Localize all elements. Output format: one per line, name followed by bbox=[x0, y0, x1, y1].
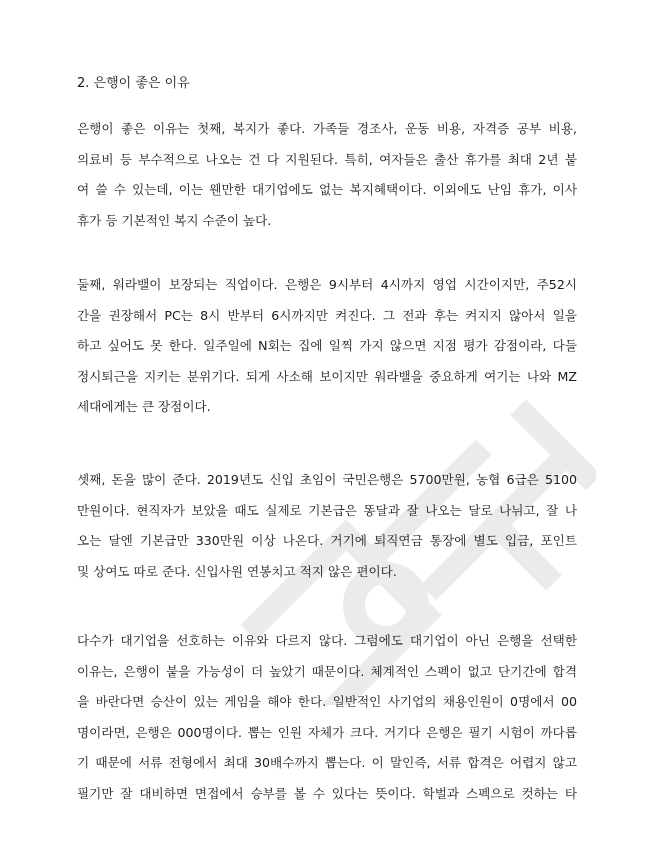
paragraph-work-life-balance bbox=[77, 270, 577, 423]
section-heading: 2. 은행이 좋은 이유 bbox=[77, 76, 190, 91]
text-line: 세대에게는 큰 장점이다. bbox=[77, 399, 211, 414]
text-line: 및 상여도 따로 준다. 신입사원 연봉치고 적지 않은 편이다. bbox=[77, 563, 397, 579]
text-line: 여 쓸 수 있는데, 이는 웬만한 대기업에도 없는 복지혜택이다. 이외에도 난임 휴가, 이사 bbox=[77, 182, 577, 197]
paragraph-welfare bbox=[77, 114, 577, 236]
text-line: 오는 달엔 기본급만 330만원 이상 나온다. 거기에 퇴직연금 통장에 별도 입금, 포인트 bbox=[77, 533, 577, 548]
text-line: 간을 권장해서 PC는 8시 반부터 6시까지만 켜진다. 그 전과 후는 켜지지 않아서 일을 bbox=[77, 307, 577, 323]
text-line: 정시퇴근을 지키는 분위기다. 되게 사소해 보이지만 워라밸을 중요하게 여기는 나와 MZ bbox=[77, 368, 577, 384]
text-line: 명이라면, 은행은 000명이다. 뽑는 인원 자체가 크다. 거기다 은행은 필기 시험이 까다롭 bbox=[77, 724, 577, 740]
paragraph-bank-choice bbox=[77, 626, 577, 809]
text-line: 필기만 잘 대비하면 면접에서 승부를 볼 수 있다는 뜻이다. 학벌과 스펙으로 컷하는 타 bbox=[77, 785, 577, 801]
paragraph-salary bbox=[77, 465, 577, 587]
text-line: 둘째, 워라밸이 보장되는 직업이다. 은행은 9시부터 4시까지 영업 시간이지만, 주52시 bbox=[77, 277, 577, 292]
text-line: 만원이다. 현직자가 보았을 때도 실제로 기본급은 똥달과 잘 나오는 달로 나뉘고, 잘 나 bbox=[77, 502, 577, 518]
text-line: 의료비 등 부수적으로 나오는 건 다 지원된다. 특히, 여자들은 출산 휴가를 최대 2년 붙 bbox=[77, 151, 577, 167]
text-line: 셋째, 돈을 많이 준다. 2019년도 신입 초임이 국민은행은 5700만원, 농협 6급은 5100 bbox=[77, 472, 577, 487]
text-line: 은행이 좋은 이유는 첫째, 복지가 좋다. 가족들 경조사, 운동 비용, 자격증 공부 비용, bbox=[77, 121, 577, 136]
text-line: 다수가 대기업을 선호하는 이유와 다르지 않다. 그럼에도 대기업이 아닌 은행을 선택한 bbox=[77, 633, 577, 648]
text-line: 하고 싶어도 못 한다. 일주일에 N회는 집에 일찍 가지 않으면 지점 평가 감점이라, 다들 bbox=[77, 338, 577, 353]
text-line: 기 때문에 서류 전형에서 최대 30배수까지 뽑는다. 이 말인즉, 서류 합격은 어렵지 않고 bbox=[77, 755, 577, 770]
text-line: 을 바란다면 승산이 있는 게임을 해야 한다. 일반적인 사기업의 채용인원이 0명에서 00 bbox=[77, 694, 577, 709]
text-line: 휴가 등 기본적인 복지 수준이 높다. bbox=[77, 212, 272, 228]
text-line: 이유는, 은행이 붙을 가능성이 더 높았기 때문이다. 체계적인 스펙이 없고 단기간에 합격 bbox=[77, 663, 577, 679]
